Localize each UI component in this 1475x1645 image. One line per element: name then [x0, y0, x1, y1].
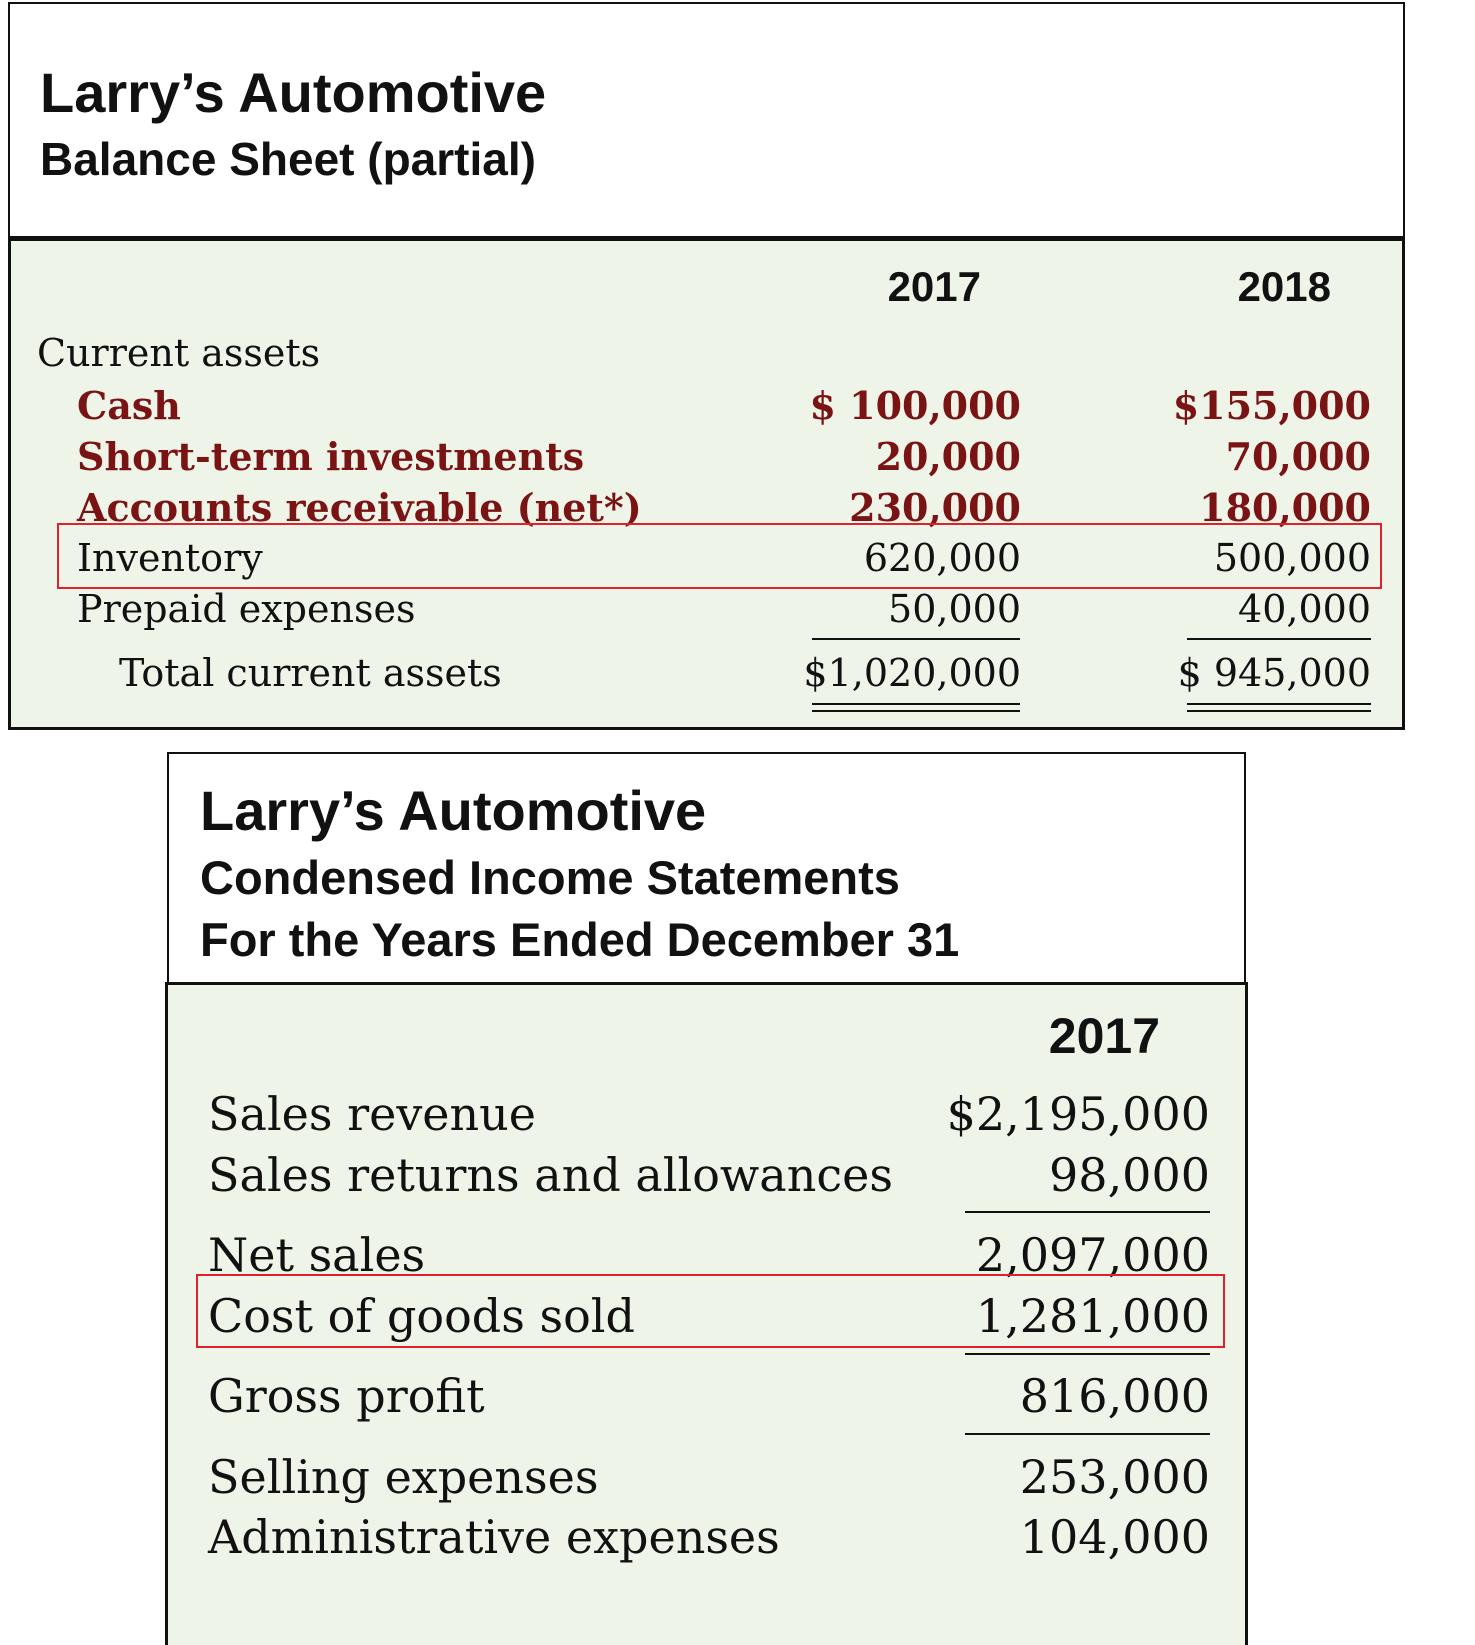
balance-sheet-header: [8, 2, 1405, 238]
row-label-net-sales: Net sales: [208, 1228, 426, 1282]
income-statement-subtitle: Condensed Income Statements: [200, 851, 900, 904]
row-label-short-term-investments: Short-term investments: [77, 434, 585, 479]
selling-expenses-value: 253,000: [1019, 1450, 1210, 1504]
row-label-sales-returns: Sales returns and allowances: [208, 1148, 893, 1202]
gross-profit-value: 816,000: [1019, 1369, 1210, 1423]
year-2018-header: 2018: [1237, 263, 1331, 310]
total-current-assets-2018: $ 945,000: [1177, 651, 1371, 695]
double-rule-2017-top: [812, 703, 1020, 705]
income-statement-period: For the Years Ended December 31: [200, 913, 960, 966]
cost-of-goods-sold-highlight: [196, 1274, 1225, 1348]
year-2017-header: 2017: [887, 263, 981, 310]
net-sales-value: 2,097,000: [975, 1228, 1210, 1282]
row-label-sales-revenue: Sales revenue: [208, 1087, 536, 1141]
inventory-highlight: [57, 523, 1382, 589]
income-statement-header: [167, 752, 1246, 984]
prepaid-expenses-2018: 40,000: [1238, 587, 1371, 631]
row-label-accounts-receivable: Accounts receivable (net*): [77, 485, 642, 530]
cost-of-goods-sold-value: 1,281,000: [975, 1289, 1210, 1343]
row-label-administrative-expenses: Administrative expenses: [208, 1510, 780, 1564]
gross-profit-rule: [965, 1353, 1210, 1355]
balance-sheet-company: Larry’s Automotive: [40, 61, 547, 124]
cash-2017: $ 100,000: [809, 383, 1021, 428]
row-label-gross-profit: Gross profit: [208, 1369, 485, 1423]
sales-revenue-value: $2,195,000: [946, 1087, 1210, 1141]
income-statement-body: [165, 982, 1248, 1645]
total-current-assets-2017: $1,020,000: [803, 651, 1021, 695]
short-term-investments-2017: 20,000: [875, 434, 1021, 479]
subtotal-rule-2017: [812, 638, 1020, 640]
section-current-assets: Current assets: [37, 331, 321, 375]
inventory-2018: 500,000: [1213, 536, 1371, 580]
row-label-inventory: Inventory: [77, 536, 263, 580]
administrative-expenses-value: 104,000: [1019, 1510, 1210, 1564]
row-label-cash: Cash: [77, 383, 181, 428]
net-sales-rule: [965, 1211, 1210, 1213]
income-statement-company: Larry’s Automotive: [200, 779, 707, 842]
inventory-2017: 620,000: [863, 536, 1021, 580]
income-year-2017-header: 2017: [1048, 1008, 1160, 1064]
prepaid-expenses-2017: 50,000: [888, 587, 1021, 631]
expenses-rule: [965, 1433, 1210, 1435]
row-label-cost-of-goods-sold: Cost of goods sold: [208, 1289, 635, 1343]
sales-returns-value: 98,000: [1049, 1148, 1210, 1202]
balance-sheet-body: [8, 238, 1405, 730]
double-rule-2018-bottom: [1187, 710, 1371, 712]
balance-sheet-subtitle: Balance Sheet (partial): [40, 133, 536, 185]
short-term-investments-2018: 70,000: [1225, 434, 1371, 479]
subtotal-rule-2018: [1187, 638, 1371, 640]
accounts-receivable-2017: 230,000: [849, 485, 1021, 530]
double-rule-2018-top: [1187, 703, 1371, 705]
row-label-total-current-assets: Total current assets: [119, 651, 502, 695]
accounts-receivable-2018: 180,000: [1199, 485, 1371, 530]
cash-2018: $155,000: [1172, 383, 1371, 428]
double-rule-2017-bottom: [812, 710, 1020, 712]
row-label-selling-expenses: Selling expenses: [208, 1450, 599, 1504]
row-label-prepaid-expenses: Prepaid expenses: [77, 587, 416, 631]
